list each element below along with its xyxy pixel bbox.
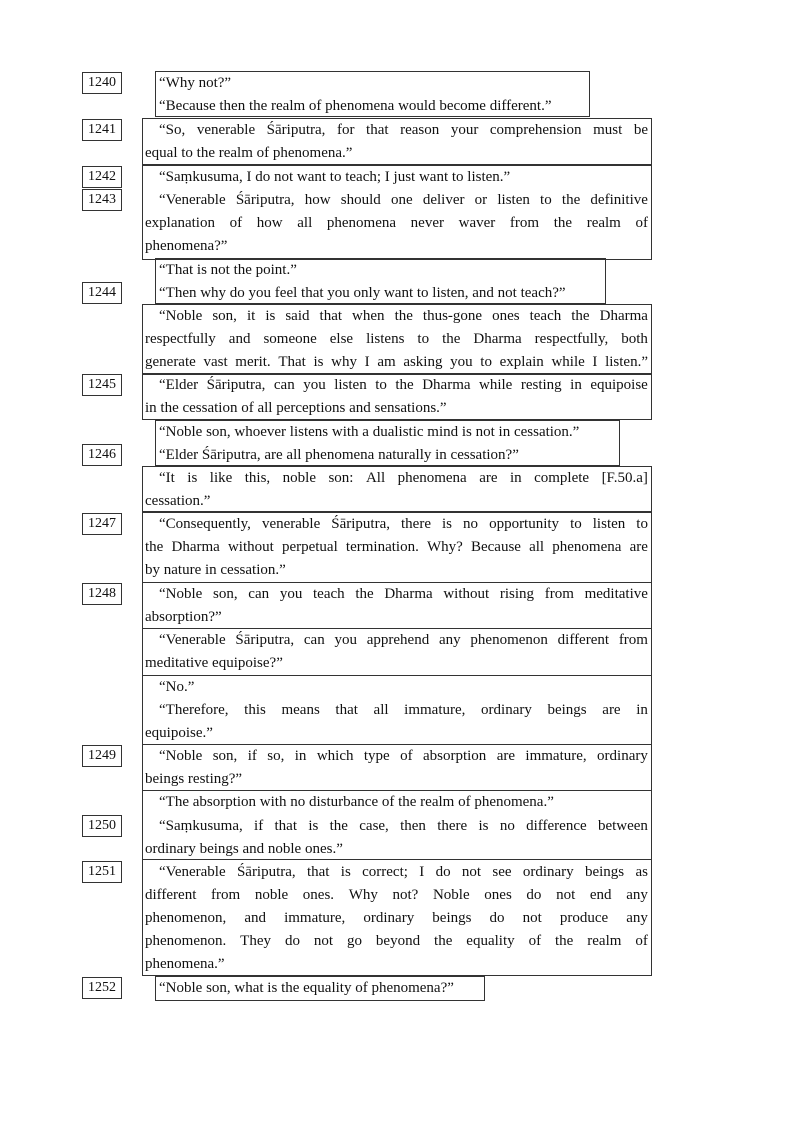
word: beyond [375, 933, 421, 949]
word: can [273, 377, 295, 393]
word: Dharma [422, 377, 471, 393]
word: Because [470, 539, 521, 555]
word: as [635, 864, 648, 880]
word: immature, [404, 702, 466, 718]
word: to [375, 377, 387, 393]
text-line: in the cessation of all perceptions and sensations.” [145, 400, 447, 416]
word: equipoise [590, 377, 648, 393]
word: absorption [422, 748, 487, 764]
word: you [303, 377, 326, 393]
word: the [355, 586, 374, 602]
word: reason [400, 122, 440, 138]
word: son, [213, 586, 238, 602]
word: phenomena [552, 539, 622, 555]
word: ones [484, 887, 512, 903]
text-line: beings resting?” [145, 771, 243, 787]
word: resting [520, 377, 562, 393]
word: type [363, 748, 390, 764]
word: phenomenon, [145, 910, 227, 926]
paragraph-number: 1249 [82, 745, 122, 767]
word: while [479, 377, 513, 393]
text-line: “The absorption with no disturbance of the realm of phenomena.” [159, 794, 554, 810]
paragraph-number: 1246 [82, 444, 122, 466]
word: which [316, 748, 354, 764]
word: “It [159, 470, 175, 486]
word: venerable [196, 122, 256, 138]
word: Dharma [384, 586, 433, 602]
word: Dharma [599, 308, 648, 324]
word: in [570, 377, 582, 393]
word: generate [145, 354, 196, 370]
word: son: [328, 470, 354, 486]
word: all [373, 702, 389, 718]
word: respectfully [145, 331, 216, 347]
word: are [479, 470, 498, 486]
word: is [308, 818, 319, 834]
text-line [145, 907, 648, 930]
word: this, [244, 470, 271, 486]
word: to [417, 331, 430, 347]
word: “Noble [159, 586, 203, 602]
word: immature, [525, 748, 587, 764]
word: there [437, 818, 468, 834]
word: when [352, 308, 385, 324]
word: explanation [145, 215, 215, 231]
word: “Venerable [159, 632, 226, 648]
word: “Consequently, [159, 516, 251, 532]
word: said [285, 308, 310, 324]
word: to [540, 192, 552, 208]
word: Śāriputra, [235, 192, 295, 208]
word: while [551, 354, 585, 370]
text-line [159, 745, 648, 768]
word: of [528, 933, 542, 949]
word: apprehend [366, 632, 430, 648]
word: it [246, 308, 256, 324]
word: be [633, 122, 648, 138]
word: son, [212, 308, 237, 324]
word: do [435, 864, 451, 880]
text-line [145, 536, 648, 559]
word: in [294, 748, 307, 764]
text-line: “Then why do you feel that you only want to listen, and not teach?” [159, 285, 566, 301]
paragraph-number: 1252 [82, 977, 122, 999]
word: are [496, 748, 516, 764]
word: [F.50.a] [601, 470, 648, 486]
word: from [211, 887, 241, 903]
word: beings [432, 910, 472, 926]
word: ordinary [481, 702, 532, 718]
word: the [561, 192, 581, 208]
word: “Therefore, [159, 702, 229, 718]
word: not [313, 933, 334, 949]
word: listen.” [605, 354, 648, 370]
text-line: absorption?” [145, 609, 222, 625]
text-line: by nature in cessation.” [145, 562, 286, 578]
word: do [284, 933, 300, 949]
word: listens [366, 331, 405, 347]
word: not [461, 864, 482, 880]
word: Why [348, 887, 378, 903]
word: “Noble [159, 308, 203, 324]
word: do [526, 887, 542, 903]
word: “Noble [159, 748, 203, 764]
word: meditative [584, 586, 648, 602]
word: in [636, 702, 648, 718]
word: rising [499, 586, 535, 602]
word: termination. [345, 539, 419, 555]
word: is [340, 864, 351, 880]
word: deliver [422, 192, 465, 208]
word: asking [403, 354, 443, 370]
word: no [463, 516, 479, 532]
word: someone [263, 331, 317, 347]
word: from [618, 632, 648, 648]
word: do [489, 910, 505, 926]
word: produce [559, 910, 609, 926]
word: different [145, 887, 197, 903]
word: all [529, 539, 545, 555]
word: complete [534, 470, 590, 486]
word: merit. [235, 354, 271, 370]
word: waver [458, 215, 496, 231]
paragraph-number: 1240 [82, 72, 122, 94]
paragraph-number: 1243 [82, 189, 122, 211]
word: son, [212, 748, 238, 764]
word: between [597, 818, 648, 834]
word: means [281, 702, 320, 718]
word: phenomenon. [145, 933, 227, 949]
word: your [450, 122, 479, 138]
word: case, [359, 818, 389, 834]
word: I [364, 354, 370, 370]
word: that [306, 864, 330, 880]
word: should [340, 192, 381, 208]
paragraph-number: 1244 [82, 282, 122, 304]
word: the [395, 377, 414, 393]
word: end [589, 887, 612, 903]
word: both [621, 331, 648, 347]
word: “So, [159, 122, 186, 138]
word: Śāriputra, [236, 864, 296, 880]
word: the [434, 933, 453, 949]
word: Why? [426, 539, 463, 555]
word: to [480, 354, 492, 370]
word: can [248, 586, 270, 602]
word: is [313, 354, 324, 370]
text-line: cessation.” [145, 493, 211, 509]
text-line [159, 815, 648, 838]
word: listen [592, 516, 626, 532]
word: the [442, 331, 461, 347]
text-line: meditative equipoise?” [145, 655, 283, 671]
word: if [254, 818, 264, 834]
text-line [159, 305, 648, 328]
word: you [334, 632, 357, 648]
word: beings [584, 864, 625, 880]
word: that [319, 308, 343, 324]
word: to [570, 516, 582, 532]
word: ordinary [597, 748, 648, 764]
word: teach [313, 586, 345, 602]
text-line: “Noble son, whoever listens with a dualistic mind is not in cessation.” [159, 424, 580, 440]
word: of [229, 215, 243, 231]
word: All [365, 470, 386, 486]
text-line: “Elder Śāriputra, are all phenomena naturally in cessation?” [159, 447, 519, 463]
word: go [346, 933, 362, 949]
word: “Saṃkusuma, [159, 818, 243, 834]
word: for [336, 122, 355, 138]
word: any [626, 887, 648, 903]
word: no [499, 818, 515, 834]
word: are [602, 702, 621, 718]
word: ordinary [522, 864, 574, 880]
word: without [443, 586, 490, 602]
word: the [145, 539, 164, 555]
word: correct; [362, 864, 408, 880]
word: Śāriputra, [331, 516, 390, 532]
word: that [274, 818, 298, 834]
word: thus-gone [422, 308, 483, 324]
word: how [304, 192, 331, 208]
word: then [400, 818, 426, 834]
word: if [247, 748, 257, 764]
word: is [478, 818, 489, 834]
word: and [228, 331, 251, 347]
word: immature, [284, 910, 346, 926]
word: see [492, 864, 512, 880]
paragraph-number: 1251 [82, 861, 122, 883]
word: Śāriputra, [266, 122, 326, 138]
word: not? [392, 887, 419, 903]
word: from [509, 215, 540, 231]
word: are [629, 539, 648, 555]
word: They [240, 933, 271, 949]
paragraph-number: 1248 [82, 583, 122, 605]
word: comprehension [489, 122, 582, 138]
word: venerable [261, 516, 321, 532]
word: without [227, 539, 274, 555]
paragraph-number: 1250 [82, 815, 122, 837]
text-line: “That is not the point.” [159, 262, 297, 278]
word: ones [492, 308, 520, 324]
word: listen [334, 377, 367, 393]
word: any [438, 632, 461, 648]
word: so, [267, 748, 285, 764]
word: the [394, 308, 413, 324]
text-line [159, 629, 648, 652]
word: this [244, 702, 266, 718]
text-line [145, 884, 648, 907]
word: that [335, 702, 358, 718]
word: how [256, 215, 283, 231]
word: Śāriputra, [235, 632, 295, 648]
word: never [410, 215, 444, 231]
text-line [159, 189, 648, 212]
word: Dharma [473, 331, 522, 347]
text-line [159, 374, 648, 397]
paragraph-number: 1242 [82, 166, 122, 188]
word: opportunity [489, 516, 560, 532]
text-line: “No.” [159, 679, 195, 695]
word: is [187, 470, 198, 486]
word: you [450, 354, 473, 370]
word: “Venerable [159, 192, 226, 208]
word: realm [586, 215, 621, 231]
word: beings [547, 702, 587, 718]
word: all [297, 215, 313, 231]
word: the [553, 215, 573, 231]
word: is [442, 516, 453, 532]
word: must [593, 122, 623, 138]
word: difference [526, 818, 587, 834]
word: “Elder [159, 377, 199, 393]
word: I [592, 354, 598, 370]
word: any [626, 910, 648, 926]
word: definitive [590, 192, 648, 208]
word: the [571, 308, 590, 324]
word: you [279, 586, 303, 602]
word: ordinary [363, 910, 415, 926]
text-line: “Saṃkusuma, I do not want to teach; I just want to listen.” [159, 169, 511, 185]
word: is [265, 308, 276, 324]
text-line: equal to the realm of phenomena.” [145, 145, 353, 161]
text-line [145, 930, 648, 953]
word: the [555, 933, 574, 949]
word: else [329, 331, 354, 347]
text-line [159, 119, 648, 142]
word: phenomenon [470, 632, 548, 648]
word: listen [497, 192, 530, 208]
word: respectfully, [534, 331, 609, 347]
text-line [159, 583, 648, 606]
word: of [635, 215, 648, 231]
text-line [159, 861, 648, 884]
word: ones. [302, 887, 335, 903]
word: phenomena [397, 470, 467, 486]
word: in [509, 470, 522, 486]
text-line: ordinary beings and noble ones.” [145, 841, 343, 857]
text-line [159, 467, 648, 490]
text-line: “Because then the realm of phenomena would become different.” [159, 98, 552, 114]
word: of [400, 748, 413, 764]
word: that [366, 122, 389, 138]
word: noble [254, 887, 289, 903]
word: and [244, 910, 266, 926]
text-line: phenomena?” [145, 238, 228, 254]
word: not [522, 910, 542, 926]
text-line [145, 212, 648, 235]
word: am [377, 354, 396, 370]
word: teach [529, 308, 562, 324]
word: to [636, 516, 648, 532]
word: equality [466, 933, 515, 949]
word: Dharma [171, 539, 220, 555]
word: like [209, 470, 233, 486]
paragraph-number: 1241 [82, 119, 122, 141]
text-line: “Noble son, what is the equality of phenomena?” [159, 980, 454, 996]
word: “Venerable [159, 864, 226, 880]
word: different [557, 632, 610, 648]
word: not [556, 887, 576, 903]
word: phenomena [326, 215, 397, 231]
word: That [278, 354, 306, 370]
text-line: equipoise.” [145, 725, 213, 741]
paragraph-number: 1247 [82, 513, 122, 535]
text-line [145, 328, 648, 351]
word: noble [282, 470, 316, 486]
paragraph-number: 1245 [82, 374, 122, 396]
word: perpetual [281, 539, 338, 555]
word: vast [203, 354, 228, 370]
text-line: “Why not?” [159, 75, 232, 91]
word: of [635, 933, 648, 949]
text-line: phenomena.” [145, 956, 225, 972]
word: or [474, 192, 488, 208]
text-line [159, 699, 648, 722]
word: I [419, 864, 425, 880]
word: one [390, 192, 413, 208]
word: Śāriputra, [206, 377, 266, 393]
word: there [401, 516, 431, 532]
word: Noble [432, 887, 470, 903]
text-line [145, 351, 648, 374]
word: can [303, 632, 325, 648]
word: explain [499, 354, 544, 370]
word: from [544, 586, 574, 602]
text-line [159, 513, 648, 536]
word: the [329, 818, 348, 834]
word: realm [587, 933, 622, 949]
word: why [331, 354, 358, 370]
